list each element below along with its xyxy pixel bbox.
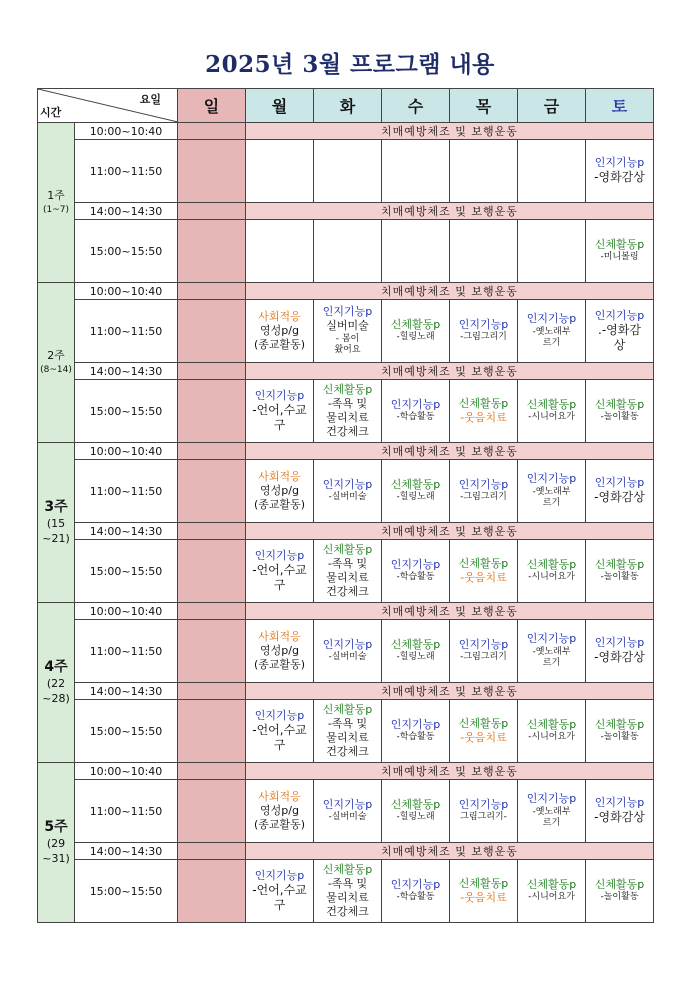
program-line: 신체활동p (594, 558, 645, 572)
program-line: 신체활동p (594, 718, 645, 732)
program-line: 왔어요 (334, 345, 361, 356)
program-line: 구 (273, 578, 286, 593)
program-line: 물리치료 (326, 411, 369, 424)
program-line: -언어,수교 (252, 722, 307, 737)
program-cell-sat (586, 860, 654, 923)
program-line: -족욕 및 (327, 716, 368, 730)
program-line: 인지기능p (322, 305, 373, 319)
program-line: -실버미술 (328, 492, 367, 503)
program-line: -언어,수교 (252, 402, 307, 417)
program-line: 사회적응 (258, 789, 301, 803)
program-line: 신체활동p (322, 382, 373, 396)
program-cell-wed (382, 460, 450, 523)
program-line: 인지기능p (254, 868, 305, 882)
exercise-cell: 치매예방체조 및 보행운동 (246, 843, 654, 860)
program-cell-wed (382, 300, 450, 363)
time-slot: 11:00~11:50 (75, 300, 178, 363)
sunday-cell (178, 283, 246, 300)
exercise-row (38, 603, 654, 620)
program-line: -시니어요가 (528, 732, 575, 743)
program-row (38, 460, 654, 523)
sunday-cell (178, 603, 246, 620)
week-label (38, 123, 75, 283)
program-line: 신체활동p (322, 862, 373, 876)
program-cell-thu (450, 540, 518, 603)
program-line: 인지기능p (322, 638, 373, 652)
exercise-cell: 치매예방체조 및 보행운동 (246, 603, 654, 620)
day-header-wed: 수 (382, 89, 450, 123)
week-label (38, 603, 75, 763)
exercise-row (38, 203, 654, 220)
program-line: 인지기능p (458, 638, 509, 652)
time-slot: 11:00~11:50 (75, 780, 178, 843)
program-line: 구 (273, 898, 286, 913)
program-line: -힐링노래 (396, 812, 435, 823)
program-row (38, 300, 654, 363)
program-cell-mon (246, 700, 314, 763)
program-line: -옛노래부 (532, 806, 571, 817)
week-number: 5주 (44, 819, 68, 836)
program-cell-tue (314, 540, 382, 603)
day-header-sat: 토 (586, 89, 654, 123)
program-line: -옛노래부 (532, 486, 571, 497)
sunday-cell (178, 763, 246, 780)
program-line: -힐링노래 (396, 492, 435, 503)
week-label (38, 283, 75, 443)
program-line: 사회적응 (258, 469, 301, 483)
program-cell-tue (314, 380, 382, 443)
program-cell-tue (314, 620, 382, 683)
program-cell-sat (586, 140, 654, 203)
program-cell-thu (450, 780, 518, 843)
program-line: 건강체크 (326, 905, 369, 919)
exercise-row (38, 363, 654, 380)
time-slot: 10:00~10:40 (75, 603, 178, 620)
program-cell-fri (518, 140, 586, 203)
program-line: -시니어요가 (528, 572, 575, 583)
program-cell-fri (518, 380, 586, 443)
program-line: -옛노래부 (532, 646, 571, 657)
sunday-cell (178, 300, 246, 363)
program-line: 실버미술 (326, 319, 369, 333)
program-line: -실버미술 (328, 652, 367, 663)
program-row (38, 140, 654, 203)
program-cell-sat (586, 780, 654, 843)
program-cell-fri (518, 700, 586, 763)
program-line: -미니볼링 (600, 252, 639, 263)
schedule-table (37, 88, 654, 923)
sunday-cell (178, 220, 246, 283)
program-line: 상 (613, 338, 626, 353)
day-axis-label: 요일 (139, 93, 161, 106)
program-line: 신체활동p (390, 478, 441, 492)
program-cell-mon (246, 140, 314, 203)
program-line: 인지기능p (390, 558, 441, 572)
time-slot: 14:00~14:30 (75, 363, 178, 380)
program-line: 인지기능p (594, 308, 645, 322)
program-cell-thu (450, 220, 518, 283)
program-line: (종교활동) (253, 658, 306, 672)
week-date-range: (8~14) (40, 364, 72, 375)
time-slot: 15:00~15:50 (75, 860, 178, 923)
program-cell-tue (314, 140, 382, 203)
time-slot: 14:00~14:30 (75, 203, 178, 220)
program-line: -그림그리기 (460, 652, 507, 663)
program-cell-mon (246, 380, 314, 443)
program-line: -학습활동 (396, 732, 435, 743)
program-cell-wed (382, 140, 450, 203)
program-line: 신체활동p (458, 396, 509, 410)
program-line: 건강체크 (326, 585, 369, 599)
week-label (38, 763, 75, 923)
program-line: 사회적응 (258, 629, 301, 643)
exercise-row (38, 443, 654, 460)
week-date-range: (22 ~28) (42, 677, 70, 705)
program-line: -언어,수교 (252, 882, 307, 897)
exercise-cell: 치매예방체조 및 보행운동 (246, 443, 654, 460)
header-row (38, 89, 654, 123)
program-cell-thu (450, 620, 518, 683)
time-slot: 10:00~10:40 (75, 123, 178, 140)
exercise-cell: 치매예방체조 및 보행운동 (246, 283, 654, 300)
sunday-cell (178, 140, 246, 203)
program-cell-sat (586, 460, 654, 523)
program-cell-wed (382, 540, 450, 603)
program-line: -족욕 및 (327, 396, 368, 410)
program-row (38, 700, 654, 763)
program-line: -언어,수교 (252, 562, 307, 577)
sunday-cell (178, 443, 246, 460)
exercise-row (38, 123, 654, 140)
program-line: -힐링노래 (396, 652, 435, 663)
exercise-cell: 치매예방체조 및 보행운동 (246, 683, 654, 700)
program-line: 건강체크 (326, 425, 369, 439)
program-line: -시니어요가 (528, 412, 575, 423)
program-line: 구 (273, 738, 286, 753)
program-row (38, 780, 654, 843)
program-line: 르기 (542, 658, 561, 669)
program-row (38, 220, 654, 283)
program-line: (종교활동) (253, 818, 306, 832)
program-cell-sat (586, 620, 654, 683)
program-cell-tue (314, 700, 382, 763)
week-date-range: (29 ~31) (42, 837, 70, 865)
program-cell-tue (314, 300, 382, 363)
week-date-range: (15 ~21) (42, 517, 70, 545)
program-line: 영성p/g (260, 483, 299, 497)
sunday-cell (178, 380, 246, 443)
week-number: 2주 (47, 349, 65, 362)
sunday-cell (178, 683, 246, 700)
exercise-row (38, 763, 654, 780)
program-cell-fri (518, 780, 586, 843)
program-line: 그림그리기- (460, 812, 507, 823)
program-line: -웃음치료 (460, 891, 507, 904)
program-cell-mon (246, 860, 314, 923)
sunday-cell (178, 123, 246, 140)
time-slot: 15:00~15:50 (75, 540, 178, 603)
program-line: 인지기능p (594, 636, 645, 650)
time-slot: 15:00~15:50 (75, 700, 178, 763)
sunday-cell (178, 203, 246, 220)
program-cell-fri (518, 540, 586, 603)
program-cell-thu (450, 460, 518, 523)
program-line: 신체활동p (390, 638, 441, 652)
corner-header (38, 89, 178, 123)
time-slot: 11:00~11:50 (75, 140, 178, 203)
program-line: - 봄이 (335, 333, 360, 344)
program-line: 신체활동p (526, 558, 577, 572)
program-line: 인지기능p (458, 318, 509, 332)
program-line: 르기 (542, 498, 561, 509)
program-line: 신체활동p (526, 878, 577, 892)
program-cell-thu (450, 700, 518, 763)
program-line: 건강체크 (326, 745, 369, 759)
exercise-row (38, 283, 654, 300)
program-line: 신체활동p (322, 702, 373, 716)
program-line: 신체활동p (594, 238, 645, 252)
program-row (38, 620, 654, 683)
program-line: 인지기능p (390, 398, 441, 412)
program-cell-sat (586, 540, 654, 603)
time-slot: 10:00~10:40 (75, 763, 178, 780)
program-line: 신체활동p (390, 798, 441, 812)
exercise-row (38, 683, 654, 700)
program-line: 신체활동p (390, 318, 441, 332)
program-line: -학습활동 (396, 892, 435, 903)
program-line: 물리치료 (326, 571, 369, 584)
program-cell-wed (382, 780, 450, 843)
exercise-row (38, 843, 654, 860)
program-line: 인지기능p (526, 472, 577, 486)
time-slot: 11:00~11:50 (75, 620, 178, 683)
week-label (38, 443, 75, 603)
exercise-cell: 치매예방체조 및 보행운동 (246, 123, 654, 140)
sunday-cell (178, 620, 246, 683)
program-line: 르기 (542, 818, 561, 829)
program-line: -웃음치료 (460, 731, 507, 744)
program-line: 사회적응 (258, 309, 301, 323)
program-cell-mon (246, 220, 314, 283)
program-line: 인지기능p (526, 632, 577, 646)
time-slot: 14:00~14:30 (75, 843, 178, 860)
sunday-cell (178, 540, 246, 603)
program-line: 신체활동p (458, 556, 509, 570)
program-line: 신체활동p (458, 716, 509, 730)
program-line: -놀이활동 (600, 572, 639, 583)
program-line: (종교활동) (253, 498, 306, 512)
program-line: 신체활동p (322, 542, 373, 556)
program-line: -학습활동 (396, 412, 435, 423)
program-cell-mon (246, 300, 314, 363)
sunday-cell (178, 460, 246, 523)
program-line: -그림그리기 (460, 492, 507, 503)
program-line: 신체활동p (526, 398, 577, 412)
program-cell-wed (382, 220, 450, 283)
program-cell-wed (382, 380, 450, 443)
exercise-cell: 치매예방체조 및 보행운동 (246, 203, 654, 220)
program-line: 인지기능p (594, 796, 645, 810)
week-number: 4주 (44, 659, 68, 676)
program-cell-fri (518, 220, 586, 283)
program-cell-mon (246, 620, 314, 683)
program-cell-mon (246, 540, 314, 603)
exercise-row (38, 523, 654, 540)
exercise-cell: 치매예방체조 및 보행운동 (246, 523, 654, 540)
program-line: 인지기능p (458, 798, 509, 812)
program-cell-mon (246, 780, 314, 843)
program-line: -그림그리기 (460, 332, 507, 343)
program-line: 영성p/g (260, 803, 299, 817)
exercise-cell: 치매예방체조 및 보행운동 (246, 763, 654, 780)
program-line: -영화감상 (594, 170, 645, 185)
time-slot: 10:00~10:40 (75, 283, 178, 300)
program-cell-tue (314, 860, 382, 923)
program-line: 인지기능p (390, 718, 441, 732)
page-title: 2025년 3월 프로그램 내용 (205, 51, 495, 78)
program-line: -옛노래부 (532, 326, 571, 337)
program-line: 영성p/g (260, 323, 299, 337)
program-line: 인지기능p (526, 792, 577, 806)
program-line: 르기 (542, 338, 561, 349)
program-row (38, 860, 654, 923)
time-slot: 14:00~14:30 (75, 683, 178, 700)
program-cell-mon (246, 460, 314, 523)
program-cell-sat (586, 300, 654, 363)
program-line: -영화감상 (594, 810, 645, 825)
program-line: 물리치료 (326, 731, 369, 744)
program-line: 구 (273, 418, 286, 433)
program-cell-sat (586, 220, 654, 283)
program-line: -힐링노래 (396, 332, 435, 343)
program-line: 물리치료 (326, 891, 369, 904)
program-line: 인지기능p (322, 798, 373, 812)
day-header-thu: 목 (450, 89, 518, 123)
program-line: -놀이활동 (600, 892, 639, 903)
program-line: 인지기능p (254, 388, 305, 402)
sunday-cell (178, 363, 246, 380)
exercise-cell: 치매예방체조 및 보행운동 (246, 363, 654, 380)
program-line: (종교활동) (253, 338, 306, 352)
time-slot: 15:00~15:50 (75, 220, 178, 283)
time-slot: 15:00~15:50 (75, 380, 178, 443)
time-slot: 14:00~14:30 (75, 523, 178, 540)
program-row (38, 540, 654, 603)
day-header-tue: 화 (314, 89, 382, 123)
day-header-mon: 월 (246, 89, 314, 123)
program-line: -웃음치료 (460, 571, 507, 584)
program-cell-tue (314, 220, 382, 283)
program-line: 인지기능p (322, 478, 373, 492)
day-header-fri: 금 (518, 89, 586, 123)
program-line: -영화감상 (594, 490, 645, 505)
time-slot: 10:00~10:40 (75, 443, 178, 460)
program-line: 신체활동p (594, 398, 645, 412)
program-line: 인지기능p (390, 878, 441, 892)
program-line: 신체활동p (458, 876, 509, 890)
sunday-cell (178, 780, 246, 843)
program-cell-fri (518, 300, 586, 363)
week-number: 3주 (44, 499, 68, 516)
program-line: 인지기능p (254, 548, 305, 562)
program-cell-sat (586, 380, 654, 443)
program-cell-tue (314, 460, 382, 523)
program-line: 인지기능p (526, 312, 577, 326)
program-line: -시니어요가 (528, 892, 575, 903)
program-line: 인지기능p (594, 476, 645, 490)
program-cell-fri (518, 860, 586, 923)
program-line: -영화감상 (594, 650, 645, 665)
program-line: -놀이활동 (600, 412, 639, 423)
program-cell-wed (382, 620, 450, 683)
program-cell-fri (518, 460, 586, 523)
sunday-cell (178, 843, 246, 860)
program-line: -놀이활동 (600, 732, 639, 743)
program-cell-thu (450, 380, 518, 443)
week-date-range: (1~7) (42, 204, 69, 215)
schedule-body (38, 123, 654, 923)
program-line: 인지기능p (254, 708, 305, 722)
program-line: 신체활동p (526, 718, 577, 732)
program-cell-sat (586, 700, 654, 763)
program-cell-thu (450, 300, 518, 363)
sunday-cell (178, 700, 246, 763)
program-line: 신체활동p (594, 878, 645, 892)
program-cell-thu (450, 860, 518, 923)
program-line: 인지기능p (594, 156, 645, 170)
program-line: -실버미술 (328, 812, 367, 823)
program-line: -족욕 및 (327, 556, 368, 570)
day-header-sun: 일 (178, 89, 246, 123)
program-cell-wed (382, 700, 450, 763)
program-line: -족욕 및 (327, 876, 368, 890)
program-line: 인지기능p (458, 478, 509, 492)
program-cell-thu (450, 140, 518, 203)
program-cell-wed (382, 860, 450, 923)
week-number: 1주 (47, 189, 65, 202)
sunday-cell (178, 523, 246, 540)
program-line: -학습활동 (396, 572, 435, 583)
program-cell-tue (314, 780, 382, 843)
time-axis-label: 시간 (40, 106, 62, 119)
program-row (38, 380, 654, 443)
program-line: .-영화감 (598, 322, 641, 337)
program-line: -웃음치료 (460, 411, 507, 424)
program-line: 영성p/g (260, 643, 299, 657)
sunday-cell (178, 860, 246, 923)
program-cell-fri (518, 620, 586, 683)
time-slot: 11:00~11:50 (75, 460, 178, 523)
